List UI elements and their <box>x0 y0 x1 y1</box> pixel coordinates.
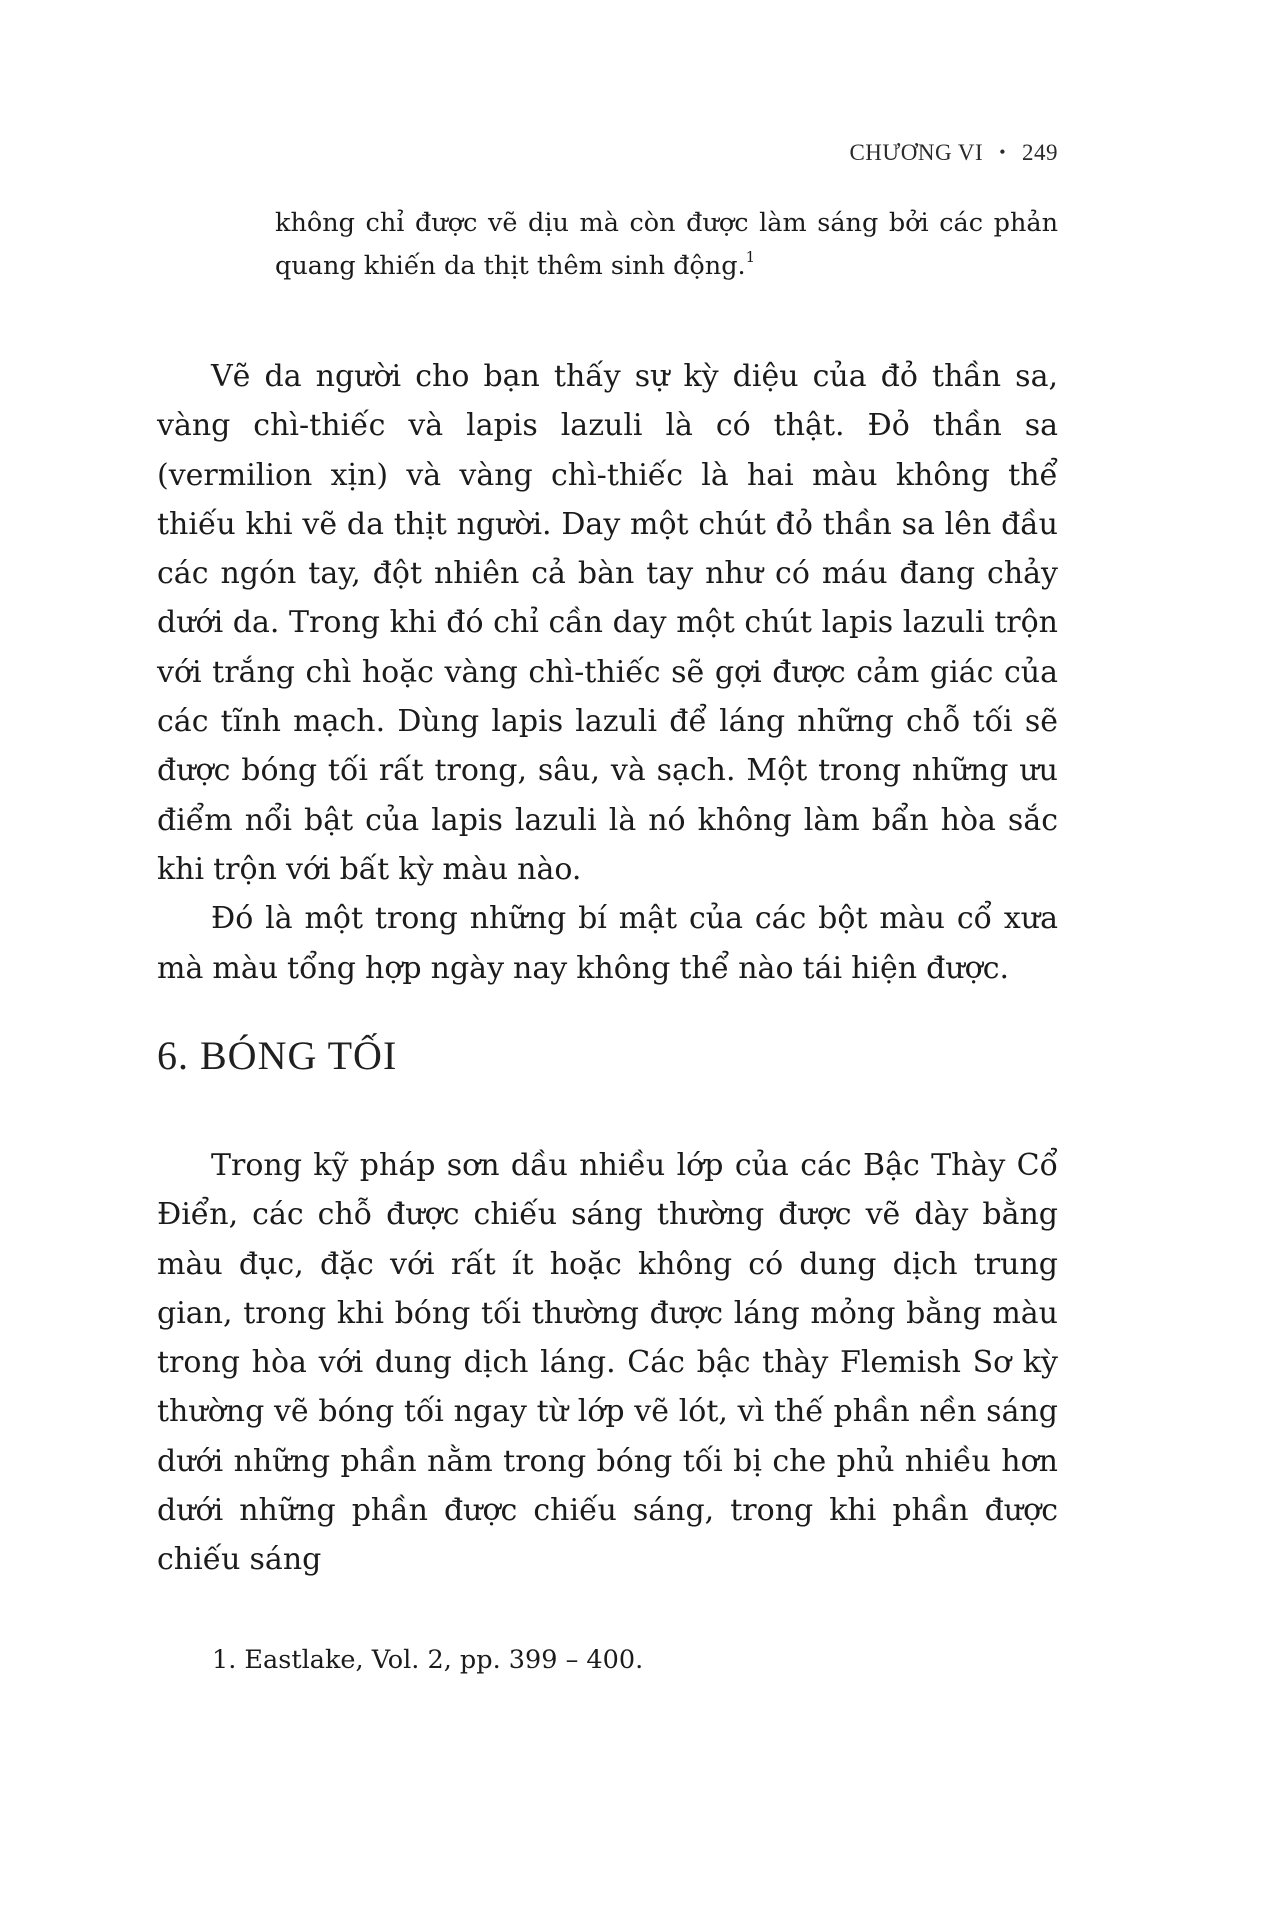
paragraph: Vẽ da người cho bạn thấy sự kỳ diệu của đỏ thần sa, vàng chì-thiếc và lapis lazuli là có thật. Đỏ thần sa (vermilion xịn) và vàng chì-thiếc là hai màu không thể thiếu khi vẽ da thịt người. Day một chút đỏ thần sa lên đầu các ngón tay, đột nhiên cả bàn tay như có máu đang chảy dưới da. Trong khi đó chỉ cần day một chút lapis lazuli trộn với trắng chì hoặc vàng chì-thiếc sẽ gợi được cảm giác của các tĩnh mạch. Dùng lapis lazuli để láng những chỗ tối sẽ được bóng tối rất trong, sâu, và sạch. Một trong những ưu điểm nổi bật của lapis lazuli là nó không làm bẩn hòa sắc khi trộn với bất kỳ màu nào. <box>157 359 1058 887</box>
chapter-label: CHƯƠNG VI <box>849 140 984 165</box>
footnote: 1. Eastlake, Vol. 2, pp. 399 – 400. <box>212 1645 644 1675</box>
quote-text: không chỉ được vẽ dịu mà còn được làm sáng bởi các phản quang khiến da thịt thêm sinh động. <box>275 208 1058 281</box>
footnote-reference: 1 <box>745 247 756 266</box>
separator-bullet: • <box>999 142 1006 162</box>
page-number: 249 <box>1022 140 1058 165</box>
block-quote <box>275 202 1058 288</box>
section-heading: 6. BÓNG TỐI <box>157 1033 398 1078</box>
body-text-after-heading <box>157 1141 1058 1585</box>
body-text-before-heading <box>157 352 1058 993</box>
paragraph: Đó là một trong những bí mật của các bột màu cổ xưa mà màu tổng hợp ngày nay không thể nào tái hiện được. <box>157 901 1058 986</box>
running-head <box>849 140 1058 166</box>
paragraph: Trong kỹ pháp sơn dầu nhiều lớp của các Bậc Thày Cổ Điển, các chỗ được chiếu sáng thường được vẽ dày bằng màu đục, đặc với rất ít hoặc không có dung dịch trung gian, trong khi bóng tối thường được láng mỏng bằng màu trong hòa với dung dịch láng. Các bậc thày Flemish Sơ kỳ thường vẽ bóng tối ngay từ lớp vẽ lót, vì thế phần nền sáng dưới những phần nằm trong bóng tối bị che phủ nhiều hơn dưới những phần được chiếu sáng, trong khi phần được chiếu sáng <box>157 1148 1058 1578</box>
